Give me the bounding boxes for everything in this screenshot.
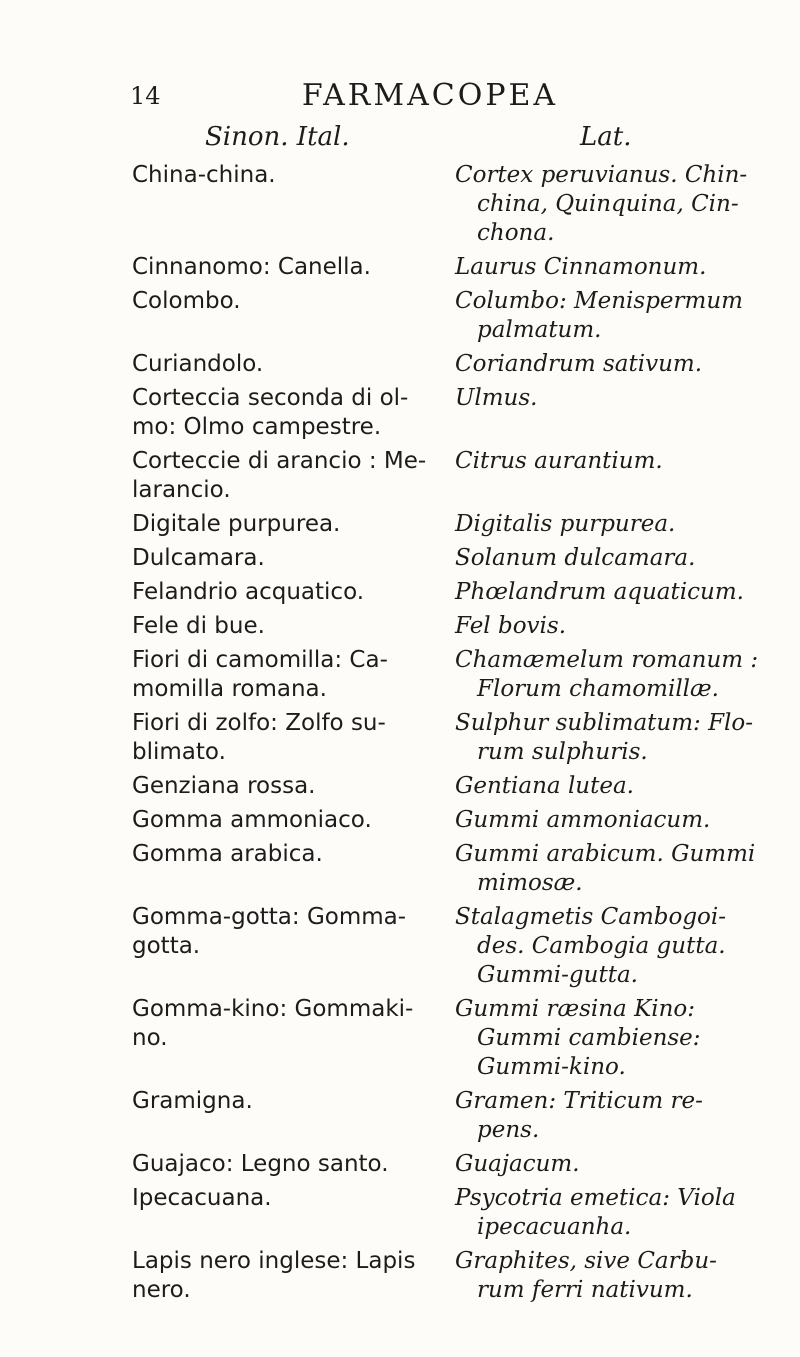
italian-synonym-line: China-china.	[132, 162, 276, 188]
latin-name	[455, 612, 785, 641]
italian-synonym-line: no.	[132, 1025, 168, 1051]
latin-name-line: Gummi-gutta.	[477, 962, 638, 988]
latin-name-line: Cortex peruvianus. Chin-	[455, 162, 748, 188]
italian-synonym	[132, 384, 442, 442]
italian-synonym	[132, 253, 442, 282]
latin-name	[455, 709, 785, 767]
column-heading-italian: Sinon. Ital.	[205, 122, 350, 152]
italian-synonym-line: Genziana rossa.	[132, 773, 316, 799]
synonym-entry	[0, 1247, 800, 1305]
latin-name-line: Stalagmetis Cambogoi-	[455, 904, 727, 930]
latin-name-line: Gramen: Triticum re-	[455, 1088, 703, 1114]
latin-name-line: Gentiana lutea.	[455, 773, 634, 799]
italian-synonym-line: momilla romana.	[132, 676, 327, 702]
latin-name-line: Gummi arabicum. Gummi	[455, 841, 756, 867]
italian-synonym-line: Lapis nero inglese: Lapis	[132, 1248, 416, 1274]
running-title: FARMACOPEA	[301, 78, 559, 113]
latin-name-line: Chamæmelum romanum :	[455, 647, 759, 673]
latin-name-line: Gummi ammoniacum.	[455, 807, 711, 833]
synonym-entry	[0, 350, 800, 379]
italian-synonym	[132, 161, 442, 190]
synonym-entry	[0, 1150, 800, 1179]
italian-synonym	[132, 806, 442, 835]
synonym-entry	[0, 384, 800, 442]
italian-synonym-line: Guajaco: Legno santo.	[132, 1151, 389, 1177]
italian-synonym	[132, 840, 442, 869]
italian-synonym-line: Fele di bue.	[132, 613, 265, 639]
latin-name-line: Solanum dulcamara.	[455, 545, 696, 571]
latin-name	[455, 1247, 785, 1305]
italian-synonym-line: larancio.	[132, 477, 231, 503]
latin-name-line: Fel bovis.	[455, 613, 567, 639]
latin-name	[455, 161, 785, 248]
latin-name	[455, 840, 785, 898]
latin-name	[455, 544, 785, 573]
italian-synonym	[132, 447, 442, 505]
latin-name	[455, 646, 785, 704]
latin-name	[455, 772, 785, 801]
latin-name-line: Guajacum.	[455, 1151, 580, 1177]
italian-synonym	[132, 612, 442, 641]
latin-name-line: Phœlandrum aquaticum.	[455, 579, 744, 605]
italian-synonym-line: Corteccia seconda di ol-	[132, 385, 409, 411]
page-number: 14	[130, 82, 161, 110]
latin-name-line: rum sulphuris.	[477, 739, 648, 765]
italian-synonym	[132, 1087, 442, 1116]
italian-synonym-line: Gramigna.	[132, 1088, 253, 1114]
synonym-entry	[0, 253, 800, 282]
synonym-entry	[0, 287, 800, 345]
latin-name-line: chona.	[477, 220, 555, 246]
synonym-entry	[0, 161, 800, 248]
italian-synonym-line: Gomma-kino: Gommaki-	[132, 996, 414, 1022]
italian-synonym	[132, 510, 442, 539]
italian-synonym-line: Ipecacuana.	[132, 1185, 272, 1211]
italian-synonym-line: Fiori di zolfo: Zolfo su-	[132, 710, 386, 736]
synonym-entry	[0, 612, 800, 641]
column-heading-latin: Lat.	[580, 122, 632, 152]
italian-synonym-line: Gomma ammoniaco.	[132, 807, 372, 833]
latin-name-line: Florum chamomillæ.	[477, 676, 719, 702]
synonym-entry	[0, 903, 800, 990]
synonym-entry	[0, 646, 800, 704]
italian-synonym-line: Cinnanomo: Canella.	[132, 254, 371, 280]
synonym-entry	[0, 447, 800, 505]
synonym-entry	[0, 995, 800, 1082]
synonym-entry	[0, 772, 800, 801]
latin-name-line: Psycotria emetica: Viola	[455, 1185, 736, 1211]
latin-name-line: Gummi ræsina Kino:	[455, 996, 696, 1022]
latin-name	[455, 384, 785, 413]
page-header	[0, 76, 800, 116]
latin-name	[455, 350, 785, 379]
synonym-entry	[0, 544, 800, 573]
italian-synonym-line: Digitale purpurea.	[132, 511, 341, 537]
latin-name-line: ipecacuanha.	[477, 1214, 632, 1240]
italian-synonym-line: Gomma arabica.	[132, 841, 323, 867]
latin-name	[455, 447, 785, 476]
italian-synonym	[132, 772, 442, 801]
italian-synonym-line: gotta.	[132, 933, 201, 959]
latin-name-line: rum ferri nativum.	[477, 1277, 693, 1303]
latin-name	[455, 287, 785, 345]
latin-name-line: Laurus Cinnamonum.	[455, 254, 707, 280]
latin-name	[455, 806, 785, 835]
italian-synonym-line: Fiori di camomilla: Ca-	[132, 647, 388, 673]
synonym-entry	[0, 709, 800, 767]
italian-synonym-line: Curiandolo.	[132, 351, 264, 377]
italian-synonym-line: Corteccie di arancio : Me-	[132, 448, 427, 474]
latin-name-line: pens.	[477, 1117, 540, 1143]
latin-name-line: Coriandrum sativum.	[455, 351, 703, 377]
latin-name-line: Ulmus.	[455, 385, 538, 411]
latin-name-line: Sulphur sublimatum: Flo-	[455, 710, 754, 736]
italian-synonym	[132, 709, 442, 767]
italian-synonym-line: nero.	[132, 1277, 191, 1303]
synonym-entry	[0, 840, 800, 898]
italian-synonym	[132, 1247, 442, 1305]
italian-synonym-line: Gomma-gotta: Gomma-	[132, 904, 407, 930]
italian-synonym-line: Dulcamara.	[132, 545, 265, 571]
latin-name	[455, 510, 785, 539]
italian-synonym-line: blimato.	[132, 739, 226, 765]
latin-name	[455, 995, 785, 1082]
latin-name	[455, 1150, 785, 1179]
italian-synonym	[132, 350, 442, 379]
synonym-entry	[0, 1087, 800, 1145]
latin-name	[455, 903, 785, 990]
latin-name	[455, 1087, 785, 1145]
synonym-entry	[0, 578, 800, 607]
latin-name-line: Graphites, sive Carbu-	[455, 1248, 717, 1274]
synonym-entry	[0, 510, 800, 539]
latin-name-line: Citrus aurantium.	[455, 448, 663, 474]
latin-name-line: mimosæ.	[477, 870, 583, 896]
synonym-entry	[0, 1184, 800, 1242]
italian-synonym-line: Colombo.	[132, 288, 241, 314]
latin-name	[455, 1184, 785, 1242]
italian-synonym-line: Felandrio acquatico.	[132, 579, 365, 605]
latin-name-line: Gummi cambiense:	[477, 1025, 701, 1051]
latin-name-line: Gummi-kino.	[477, 1054, 626, 1080]
latin-name-line: des. Cambogia gutta.	[477, 933, 726, 959]
synonym-entry	[0, 806, 800, 835]
latin-name	[455, 578, 785, 607]
italian-synonym	[132, 578, 442, 607]
italian-synonym	[132, 287, 442, 316]
latin-name-line: palmatum.	[477, 317, 602, 343]
italian-synonym	[132, 544, 442, 573]
italian-synonym	[132, 995, 442, 1053]
italian-synonym	[132, 903, 442, 961]
latin-name-line: china, Quinquina, Cin-	[477, 191, 739, 217]
italian-synonym	[132, 1184, 442, 1213]
latin-name-line: Columbo: Menispermum	[455, 288, 743, 314]
latin-name-line: Digitalis purpurea.	[455, 511, 676, 537]
italian-synonym	[132, 646, 442, 704]
latin-name	[455, 253, 785, 282]
italian-synonym-line: mo: Olmo campestre.	[132, 414, 382, 440]
italian-synonym	[132, 1150, 442, 1179]
